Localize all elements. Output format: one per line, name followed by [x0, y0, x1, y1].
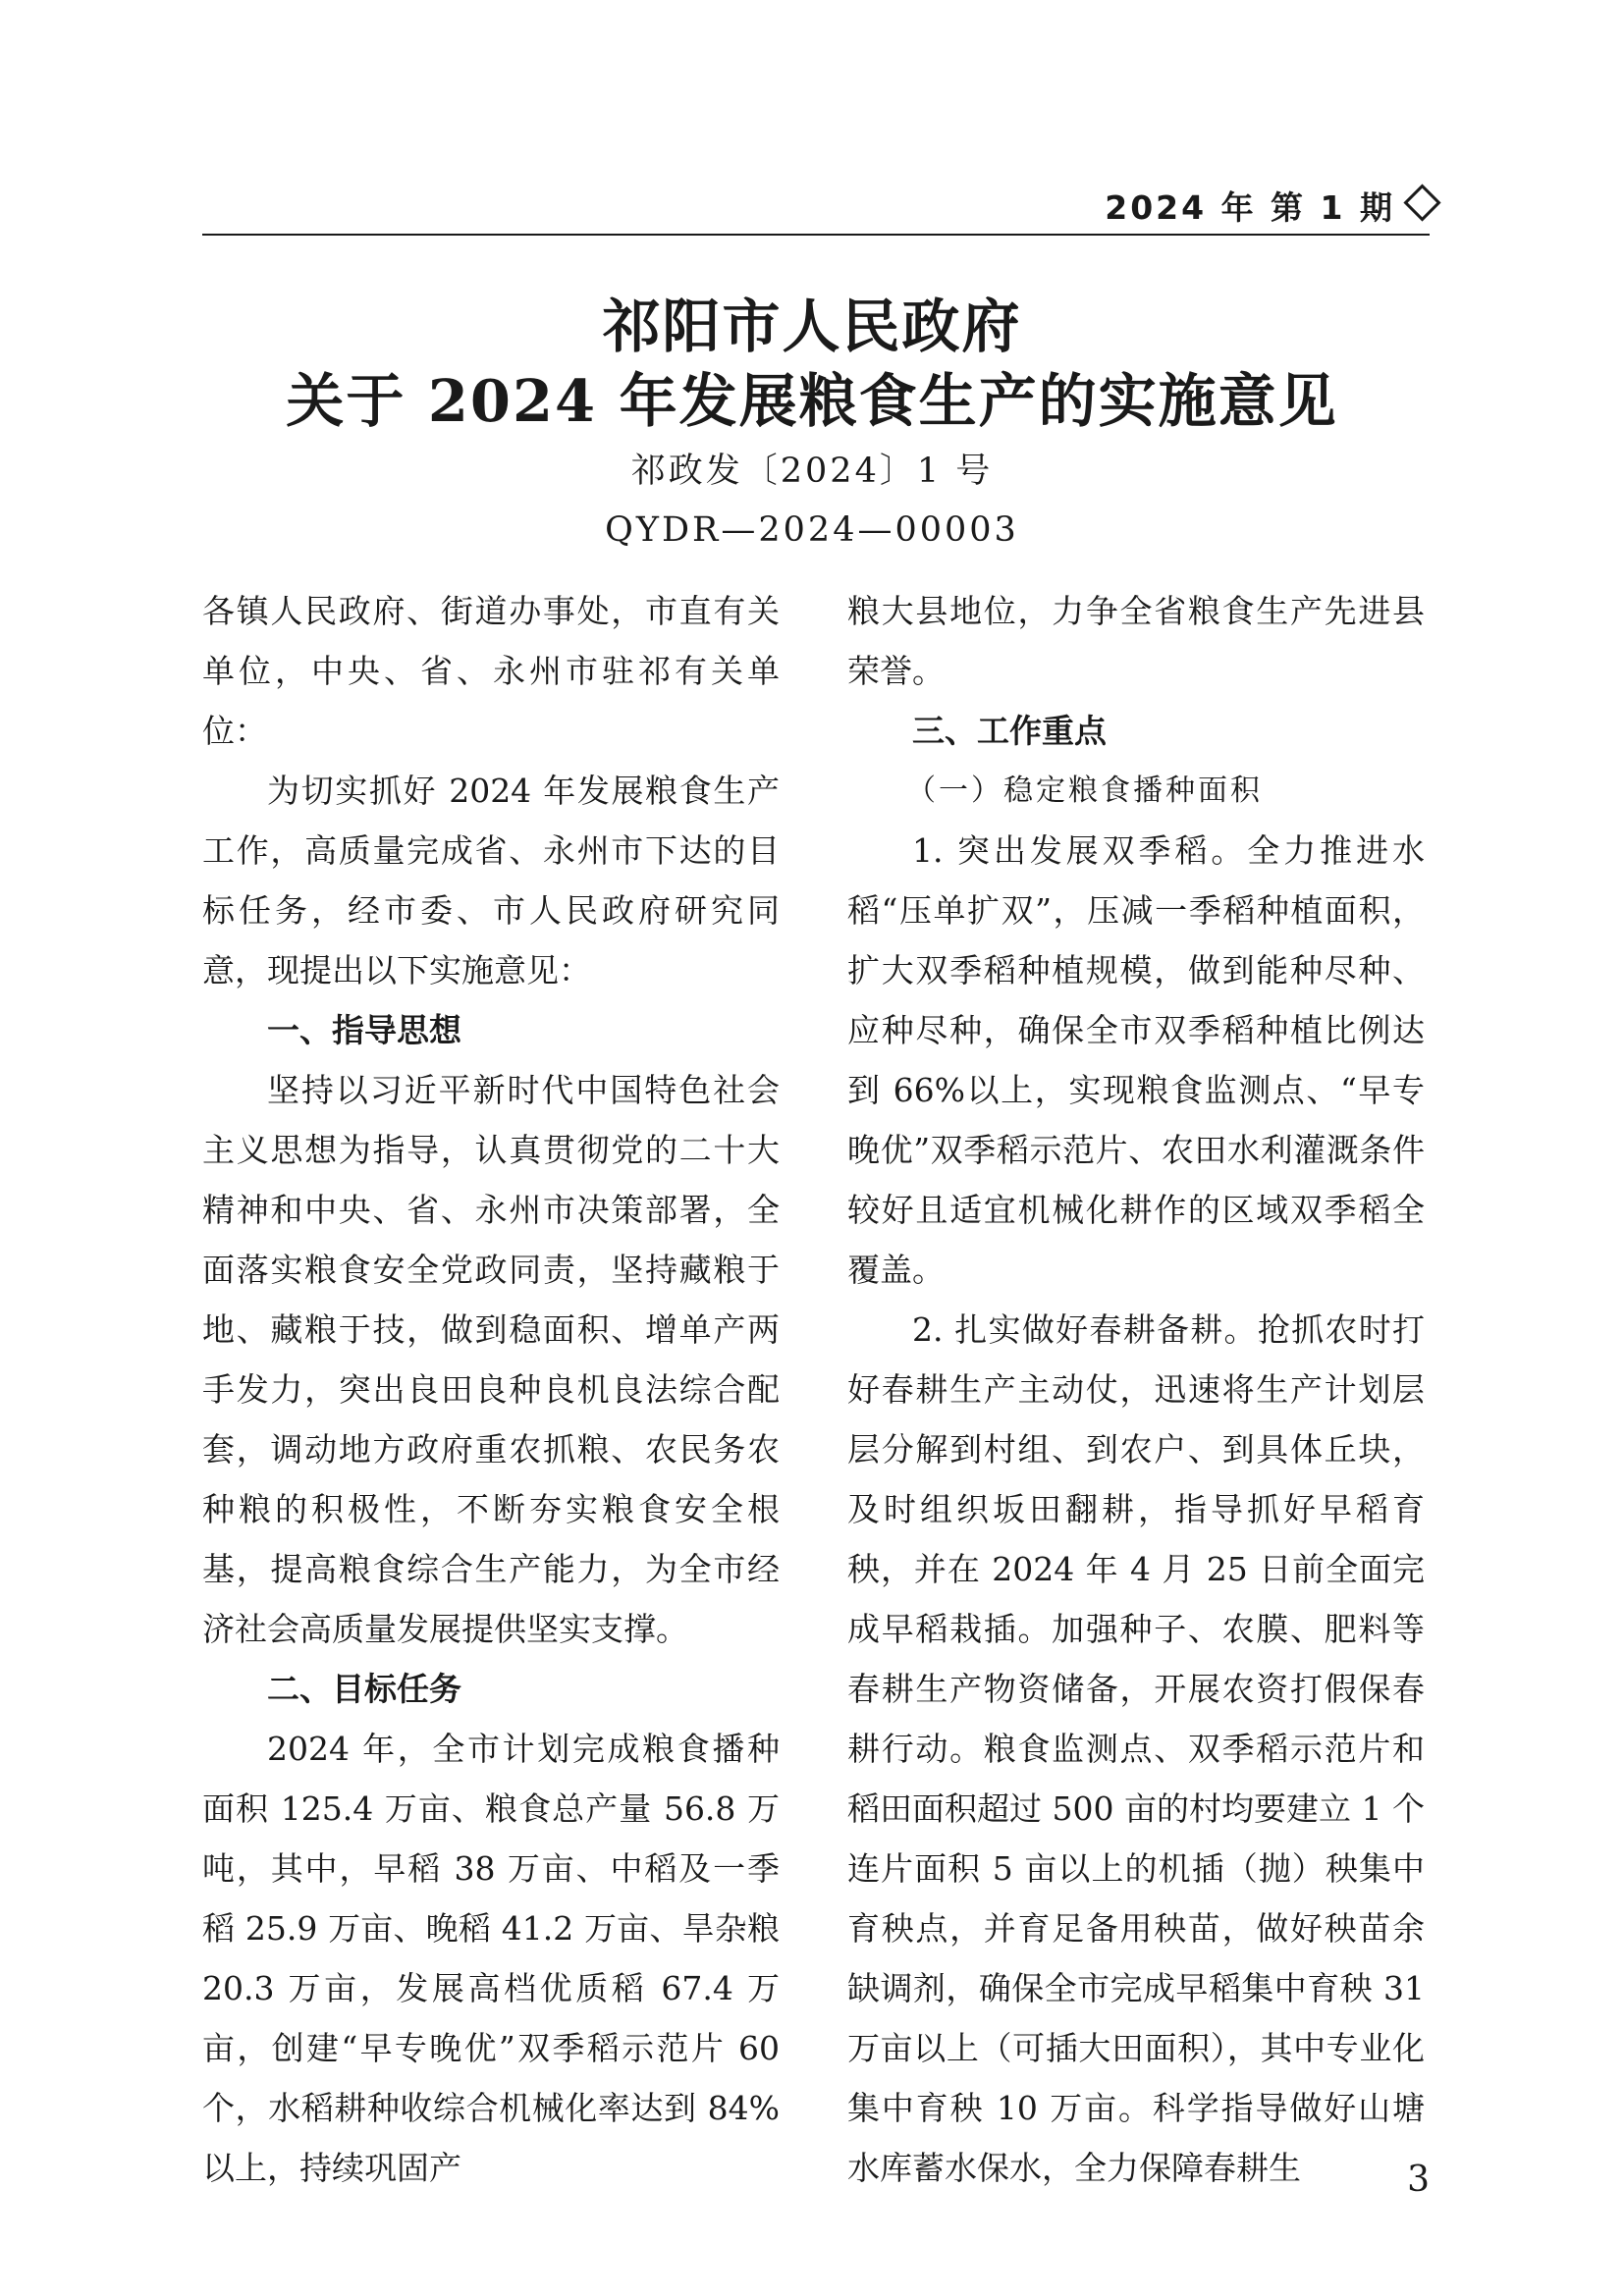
- right-column: [847, 581, 1425, 2198]
- guiding-ideology-paragraph: 坚持以习近平新时代中国特色社会主义思想为指导，认真贯彻党的二十大精神和中央、省、永州市决策部署，全面落实粮食安全党政同责，坚持藏粮于地、藏粮于技，做到稳面积、增单产两手发力，突出良田良种良机良法综合配套，调动地方政府重农抓粮、农民务农种粮的积极性，不断夯实粮食安全根基，提高粮食综合生产能力，为全市经济社会高质量发展提供坚实支撑。: [202, 1071, 780, 1648]
- targets-paragraph-continued: 粮大县地位，力争全省粮食生产先进县荣誉。: [847, 592, 1425, 690]
- section-heading-targets: 二、目标任务: [267, 1670, 461, 1708]
- issue-label: 2024 年 第 1 期: [1105, 188, 1395, 227]
- page-number: 3: [1407, 2160, 1430, 2200]
- intro-paragraph: 为切实抓好 2024 年发展粮食生产工作，高质量完成省、永州市下达的目标任务，经市委、市人民政府研究同意，现提出以下实施意见：: [202, 772, 780, 989]
- diamond-icon: [1403, 184, 1440, 221]
- targets-paragraph: 2024 年，全市计划完成粮食播种面积 125.4 万亩、粮食总产量 56.8 万吨，其中，早稻 38 万亩、中稻及一季稻 25.9 万亩、晚稻 41.2 万亩、旱杂粮 20.3 万亩，发展高档优质稻 67.4 万亩，创建“早专晚优”双季稻示范片 60 个，水稻耕种收综合机械化率达到 84%以上，持续巩固产: [202, 1730, 780, 2187]
- subsection-heading-sowing-area: （一）稳定粮食播种面积: [906, 774, 1263, 808]
- title-line-1: 祁阳市人民政府: [602, 293, 1022, 360]
- issue-header: [1105, 188, 1435, 228]
- doc-code: QYDR—2024—00003: [605, 510, 1019, 550]
- left-column: [202, 581, 780, 2198]
- spring-ploughing-paragraph: 2. 扎实做好春耕备耕。抢抓农时打好春耕生产主动仗，迅速将生产计划层层分解到村组、到农户、到具体丘块，及时组织坂田翻耕，指导抓好早稻育秧，并在 2024 年 4 月 25 日前全面完成早稻栽插。加强种子、农膜、肥料等春耕生产物资储备，开展农资打假保春耕行动。粮食监测点、双季稻示范片和稻田面积超过 500 亩的村均要建立 1 个连片面积 5 亩以上的机插（抛）秧集中育秧点，并育足备用秧苗，做好秧苗余缺调剂，确保全市完成早稻集中育秧 31 万亩以上（可插大田面积），其中专业化集中育秧 10 万亩。科学指导做好山塘水库蓄水保水，全力保障春耕生: [847, 1310, 1425, 2187]
- section-heading-guiding-ideology: 一、指导思想: [267, 1011, 461, 1049]
- section-heading-key-work: 三、工作重点: [912, 712, 1107, 750]
- title-line-2: 关于 2024 年发展粮食生产的实施意见: [286, 367, 1338, 435]
- addressee-paragraph: 各镇人民政府、街道办事处，市直有关单位，中央、省、永州市驻祁有关单位：: [202, 592, 780, 750]
- double-rice-paragraph: 1. 突出发展双季稻。全力推进水稻“压单扩双”，压减一季稻种植面积，扩大双季稻种植规模，做到能种尽种、应种尽种，确保全市双季稻种植比例达到 66%以上，实现粮食监测点、“早专晚优”双季稻示范片、农田水利灌溉条件较好且适宜机械化耕作的区域双季稻全覆盖。: [847, 831, 1425, 1289]
- doc-number: 祁政发〔2024〕1 号: [630, 452, 994, 491]
- header-rule: [202, 234, 1430, 236]
